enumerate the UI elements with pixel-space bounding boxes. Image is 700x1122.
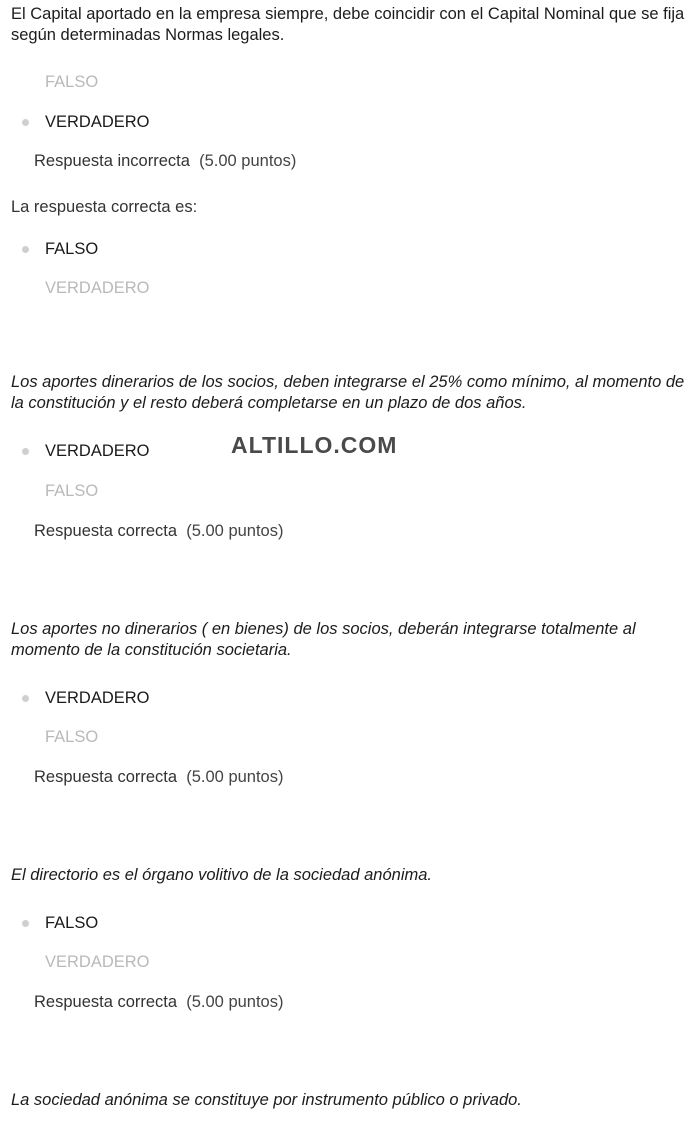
q2-result (34, 522, 283, 541)
result-text: Respuesta correcta (34, 522, 178, 540)
option-label: FALSO (45, 239, 99, 258)
q1-option-falso[interactable] (22, 70, 98, 94)
option-label: VERDADERO (45, 112, 150, 131)
radio-dot-icon (22, 695, 29, 702)
option-label: FALSO (45, 727, 99, 746)
watermark: ALTILLO.COM (231, 432, 398, 458)
radio-dot-icon (22, 246, 29, 253)
result-text: Respuesta incorrecta (34, 152, 190, 170)
radio-dot-icon (22, 920, 29, 927)
q1-option-verdadero[interactable] (22, 110, 150, 134)
result-text: Respuesta correcta (34, 768, 178, 786)
q2-option-verdadero[interactable] (22, 439, 150, 463)
option-label: VERDADERO (45, 441, 150, 460)
result-points: (5.00 puntos) (186, 522, 284, 540)
q4-option-falso[interactable] (22, 911, 98, 935)
question-3-text: Los aportes no dinerarios ( en bienes) de los socios, deberán integrarse totalmente al momento de la constitución societaria. (11, 620, 636, 659)
q4-result (34, 993, 283, 1012)
q2-option-falso[interactable] (22, 479, 98, 503)
q1-correct-option-falso (22, 237, 98, 261)
q1-correct-option-verdadero (22, 276, 150, 300)
question-4-text: El directorio es el órgano volitivo de la sociedad anónima. (11, 866, 432, 884)
q3-result (34, 768, 283, 787)
question-2-text: Los aportes dinerarios de los socios, deben integrarse el 25% como mínimo, al momento de la constitución y el resto deberá completarse en un plazo de dos años. (11, 373, 685, 412)
question-1-text: El Capital aportado en la empresa siempre, debe coincidir con el Capital Nominal que se fija según determinadas Normas legales. (11, 5, 685, 44)
option-label: VERDADERO (45, 278, 150, 297)
q3-option-falso[interactable] (22, 725, 98, 749)
question-5-text: La sociedad anónima se constituye por instrumento público o privado. (11, 1091, 522, 1109)
q1-result (34, 152, 296, 171)
option-label: FALSO (45, 913, 99, 932)
correct-answer-label: La respuesta correcta es: (11, 198, 198, 216)
result-points: (5.00 puntos) (199, 152, 297, 170)
option-label: VERDADERO (45, 688, 150, 707)
result-points: (5.00 puntos) (186, 993, 284, 1011)
radio-dot-icon (22, 119, 29, 126)
radio-dot-icon (22, 448, 29, 455)
q3-option-verdadero[interactable] (22, 686, 150, 710)
q4-option-verdadero[interactable] (22, 950, 150, 974)
option-label: FALSO (45, 481, 99, 500)
result-points: (5.00 puntos) (186, 768, 284, 786)
option-label: FALSO (45, 72, 99, 91)
option-label: VERDADERO (45, 952, 150, 971)
result-text: Respuesta correcta (34, 993, 178, 1011)
